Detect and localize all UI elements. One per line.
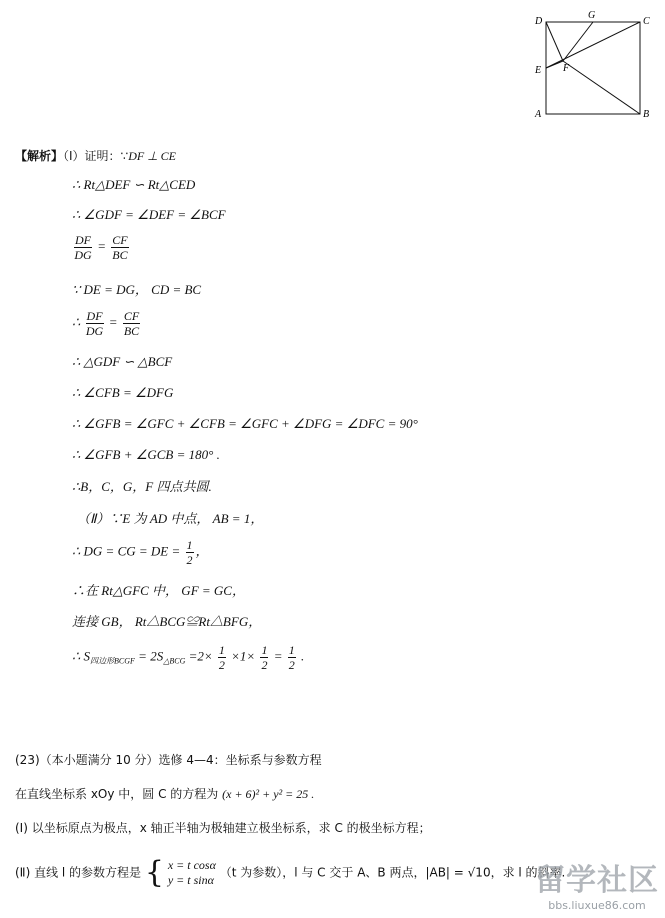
- step-12: ∴在 Rt△GFC 中， GF = GC，: [72, 583, 245, 598]
- fraction: $\frac{1}{2}$: [218, 643, 225, 672]
- fraction: $\frac{1}{2}$: [186, 538, 193, 567]
- step-11: ∴ DG = CG = DE = $\frac{1}{2}$ ，: [72, 538, 209, 567]
- part1-given: DF ⊥ CE: [128, 149, 176, 163]
- segment-df: [546, 22, 563, 61]
- label-e: E: [535, 65, 542, 76]
- square-abcd: [546, 22, 640, 114]
- segment-fg: [563, 22, 593, 61]
- label-d: D: [535, 16, 543, 27]
- fraction: $\frac{1}{2}$: [261, 643, 268, 672]
- part1-intro: （Ⅰ）证明：∵: [63, 149, 129, 163]
- step-10: ∴B，C，G，F 四点共圆.: [72, 479, 212, 494]
- step-6: ∴ △GDF ∽ △BCF: [72, 354, 173, 369]
- label-f: F: [563, 63, 570, 74]
- segment-fb: [563, 61, 640, 114]
- segment-ce: [546, 22, 640, 68]
- fraction: $\frac{DF}{DG}$: [74, 233, 92, 262]
- step-9: ∴ ∠GFB + ∠GCB = 180° .: [72, 447, 220, 462]
- step-8: ∴ ∠GFB = ∠GFC + ∠CFB = ∠GFC + ∠DFG = ∠DFC = 90°: [72, 416, 418, 431]
- step-1: ∴ Rt△DEF ∽ Rt△CED: [72, 177, 196, 192]
- step-14: ∴ $S_{四边形BCGF} = 2S_{\triangle BCG} =2\times$ $\frac{1}{2}$ ×1× $\frac{1}{2}$ = $\frac{1}{2}$ .: [72, 643, 305, 672]
- watermark: [535, 855, 659, 912]
- solution-intro: [15, 148, 176, 164]
- label-b: B: [643, 109, 650, 120]
- fraction: $\frac{CF}{BC}$: [112, 233, 128, 262]
- fraction: $\frac{DF}{DG}$: [85, 309, 104, 338]
- solution-tag: 【解析】: [15, 149, 64, 163]
- label-g: G: [588, 10, 596, 21]
- fraction: $\frac{1}{2}$: [288, 643, 295, 672]
- fraction: $\frac{CF}{BC}$: [123, 309, 140, 338]
- watermark-logo: 留学社区: [535, 863, 659, 898]
- step-2: ∴ ∠GDF = ∠DEF = ∠BCF: [72, 207, 226, 222]
- step-5: ∴ $\frac{DF}{DG}$ = $\frac{CF}{BC}$: [72, 309, 140, 338]
- problem23-line1: 在直线坐标系 xOy 中，圆 C 的方程为 (x + 6)² + y² = 25 .: [15, 787, 315, 801]
- geometry-figure: [530, 10, 660, 122]
- step-3: $\frac{DF}{DG}$ = $\frac{CF}{BC}$: [74, 233, 128, 262]
- step-7: ∴ ∠CFB = ∠DFG: [72, 385, 174, 400]
- left-brace: {: [144, 855, 164, 890]
- problem23-q1: (Ⅰ) 以坐标原点为极点，x 轴正半轴为极轴建立极坐标系，求 C 的极坐标方程；: [15, 821, 431, 835]
- parametric-system: x = t cosα y = t sinα: [167, 858, 216, 887]
- label-a: A: [535, 109, 542, 120]
- step-4: ∵ DE = DG， CD = BC: [72, 282, 202, 297]
- step-13: 连接 GB， Rt△BCG≌Rt△BFG，: [72, 614, 262, 629]
- problem23-q2: (Ⅱ) 直线 l 的参数方程是 { x = t cosα y = t sinα （t 为参数），l 与 C 交于 A、B 两点，|AB| = √10，求 l 的斜率.: [15, 855, 566, 890]
- watermark-url: bbs.liuxue86.com: [548, 899, 646, 912]
- part2-intro: （Ⅱ）∵E 为 AD 中点， AB = 1，: [77, 511, 264, 526]
- label-c: C: [643, 16, 650, 27]
- problem23-header: (23)（本小题满分 10 分）选修 4—4：坐标系与参数方程: [15, 753, 322, 767]
